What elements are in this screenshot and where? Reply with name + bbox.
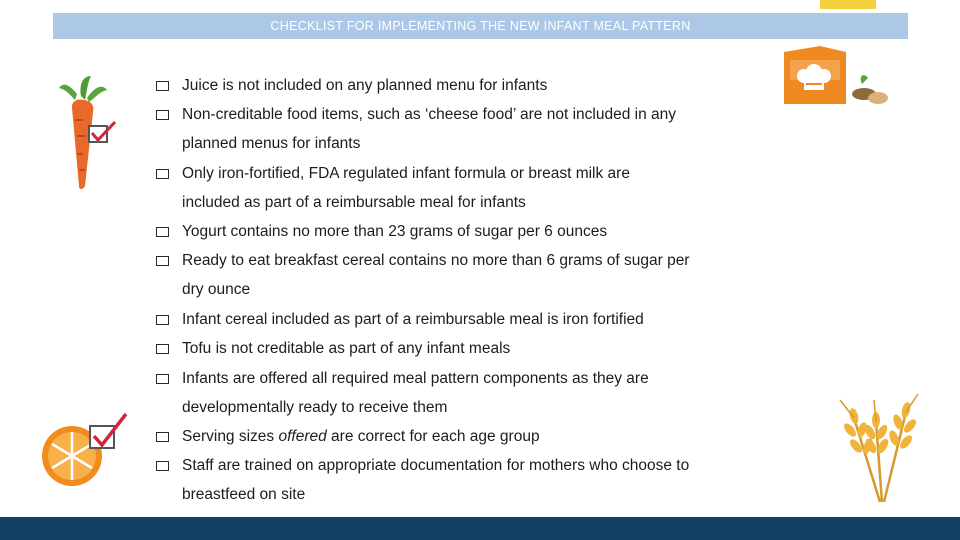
checklist-item-text-continued: planned menus for infants <box>182 135 361 152</box>
checkbox[interactable] <box>156 110 169 120</box>
checkbox[interactable] <box>156 432 169 442</box>
checklist-item-text: Staff are trained on appropriate documentation for mothers who choose to <box>182 457 690 474</box>
checklist-item-text: Infants are offered all required meal pattern components as they are <box>182 370 649 387</box>
checklist-item-text: Yogurt contains no more than 23 grams of sugar per 6 ounces <box>182 223 608 240</box>
checklist-item-text-continued: dry ounce <box>182 281 251 298</box>
checkbox[interactable] <box>156 81 169 91</box>
checklist-item-text: Only iron-fortified, FDA regulated infant formula or breast milk are <box>182 165 630 182</box>
checklist-item-text-continued: breastfeed on site <box>182 486 306 503</box>
footer-bar <box>0 517 960 540</box>
emphasized-word: offered <box>278 428 327 445</box>
checklist-item-text <box>182 428 540 446</box>
checkbox[interactable] <box>156 227 169 237</box>
checklist-item-text: Tofu is not creditable as part of any infant meals <box>182 340 511 357</box>
checkbox[interactable] <box>156 256 169 266</box>
checklist-item-text: Ready to eat breakfast cereal contains no more than 6 grams of sugar per <box>182 252 690 269</box>
checklist-item-text: Non-creditable food items, such as ‘cheese food’ are not included in any <box>182 106 676 123</box>
checkbox[interactable] <box>156 461 169 471</box>
checklist-item-text: Infant cereal included as part of a reimbursable meal is iron fortified <box>182 311 644 328</box>
slide-title: CHECKLIST FOR IMPLEMENTING THE NEW INFANT MEAL PATTERN <box>53 13 908 39</box>
checklist-item-text-part: are correct for each age group <box>326 428 540 445</box>
checkbox[interactable] <box>156 169 169 179</box>
checklist-item-text-continued: developmentally ready to receive them <box>182 399 448 416</box>
checkbox[interactable] <box>156 315 169 325</box>
checkbox[interactable] <box>156 344 169 354</box>
checklist-item-text-continued: included as part of a reimbursable meal for infants <box>182 194 526 211</box>
checklist-item-text-part: Serving sizes <box>182 428 279 445</box>
checklist-item-text: Juice is not included on any planned menu for infants <box>182 77 548 94</box>
checkbox[interactable] <box>156 374 169 384</box>
